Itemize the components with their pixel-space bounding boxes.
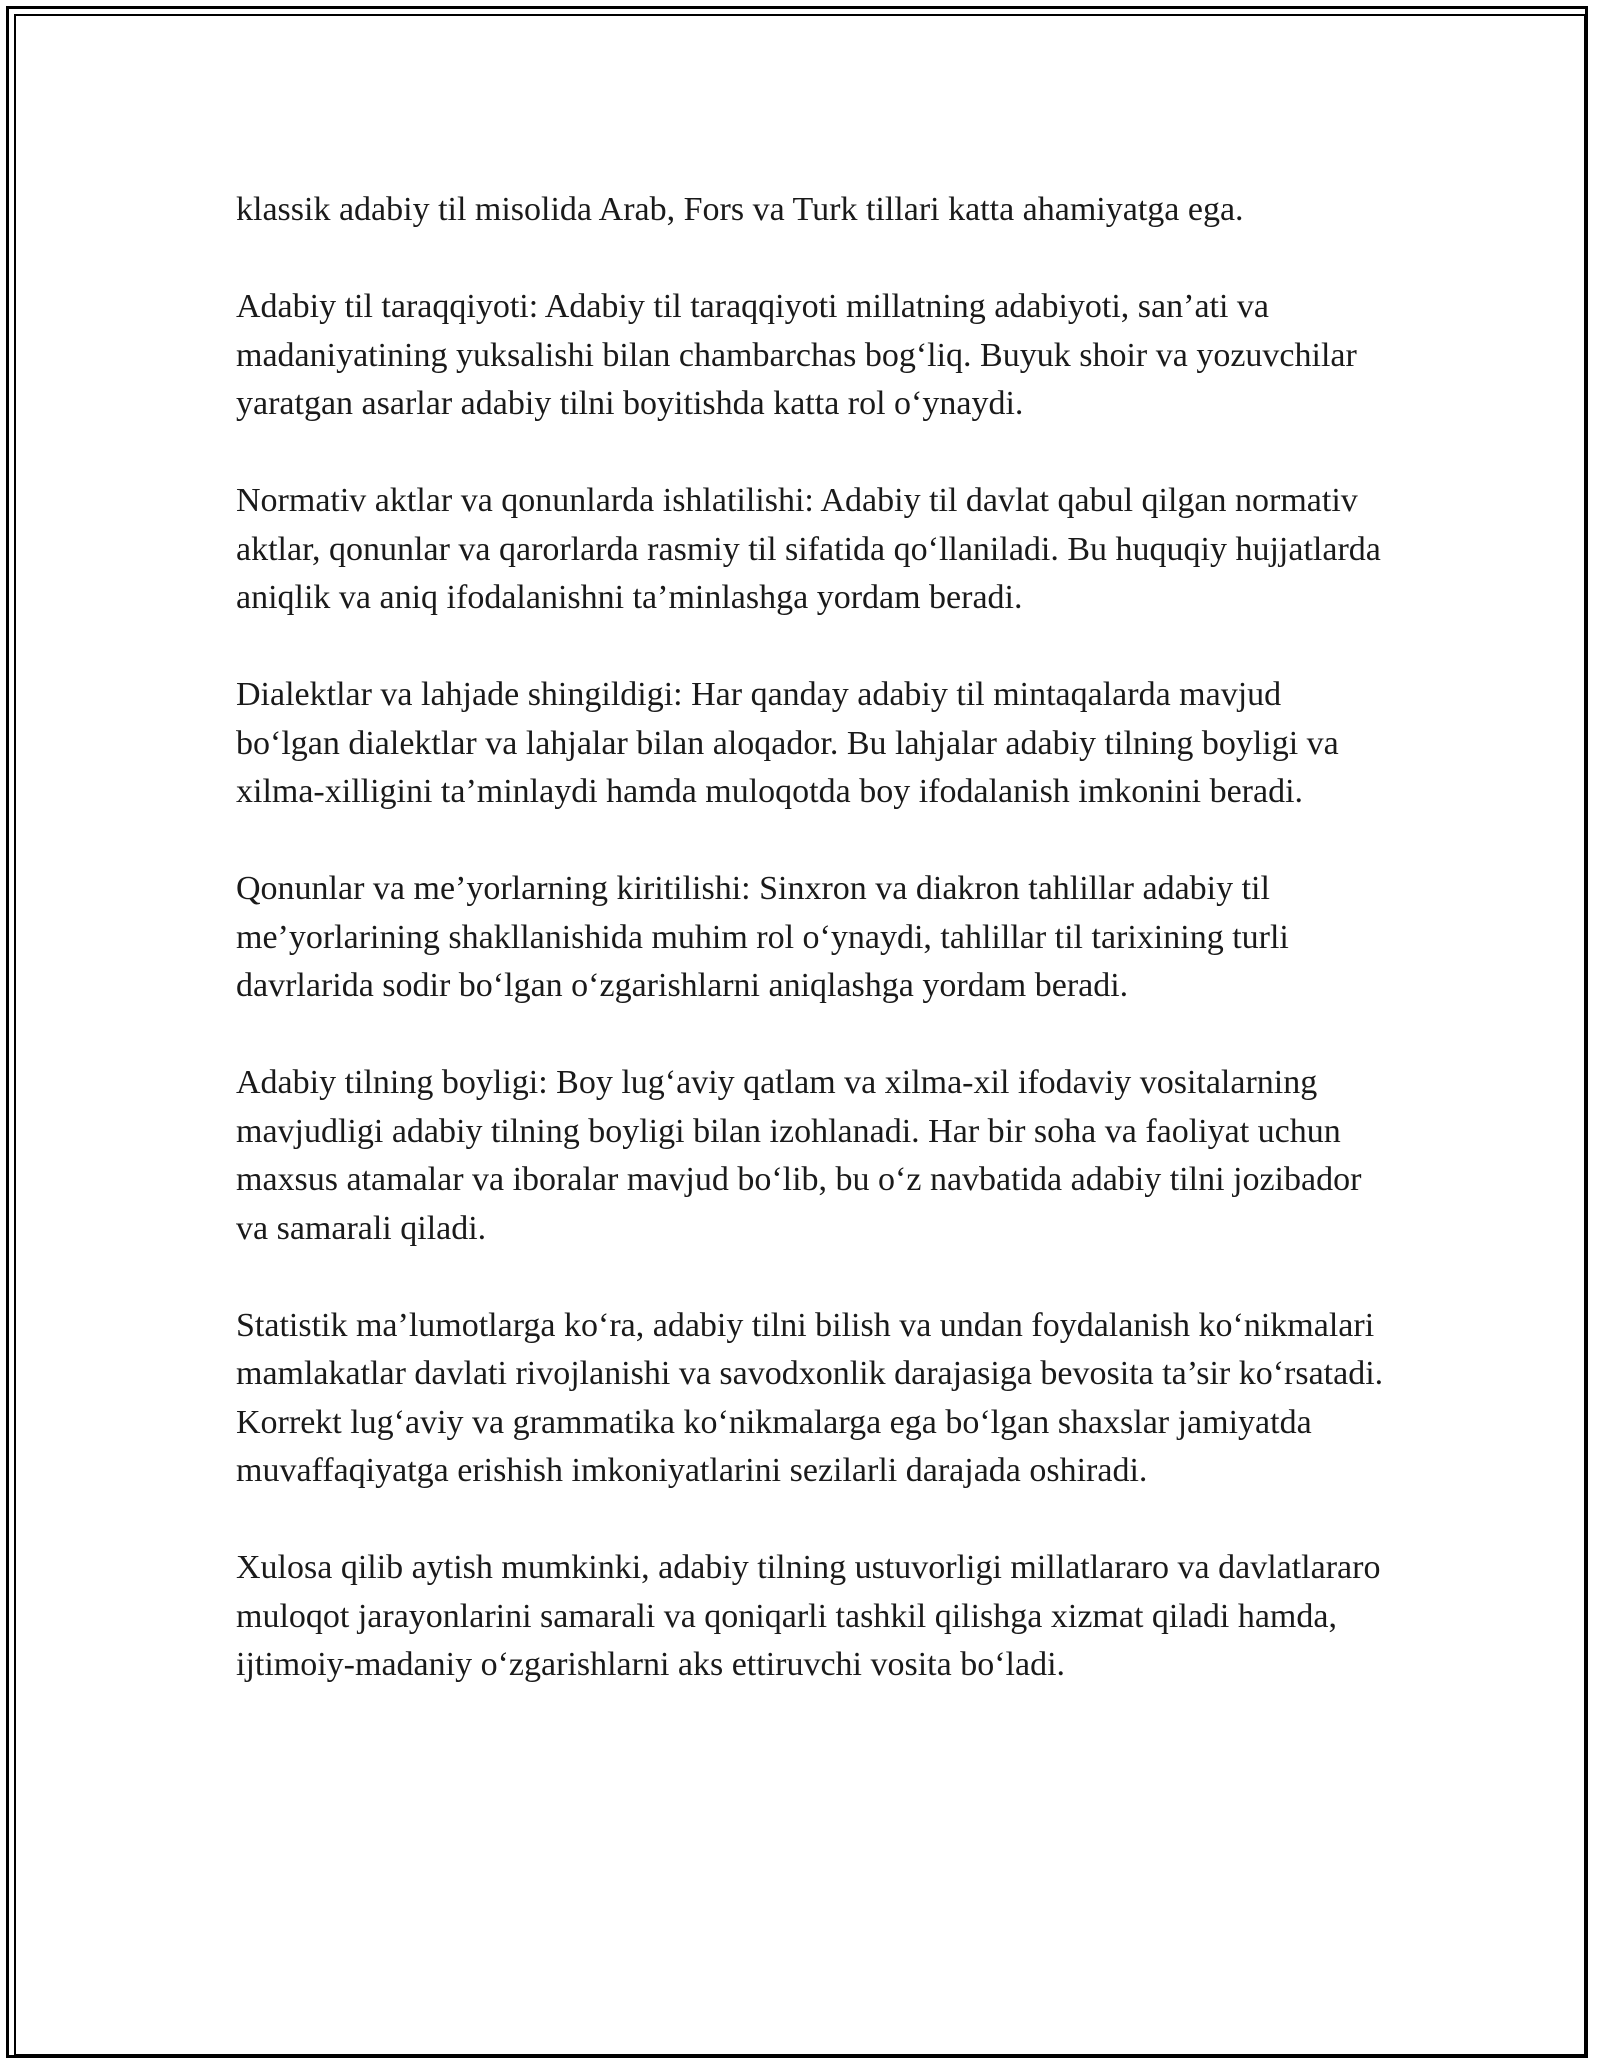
paragraph-xulosa: Xulosa qilib aytish mumkinki, adabiy tilning ustuvorligi millatlararo va davlatlararo muloqot jarayonlarini samarali va qoniqarli tashkil qilishga xizmat qiladi hamda, ijtimoiy-madaniy o‘zgarishlarni aks ettiruvchi vosita bo‘ladi. <box>236 1549 1381 1683</box>
paragraph-adabiy-tilning-boyligi: Adabiy tilning boyligi: Boy lug‘aviy qatlam va xilma-xil ifodaviy vositalarning mavjudligi adabiy tilning boyligi bilan izohlanadi. Har bir soha va faoliyat uchun maxsus atamalar va iboralar mavjud bo‘lib, bu o‘z navbatida adabiy tilni jozibador va samarali qiladi. <box>236 1064 1362 1247</box>
paragraph-intro: klassik adabiy til misolida Arab, Fors va Turk tillari katta ahamiyatga ega. <box>236 191 1244 228</box>
paragraph-statistik-malumotlar: Statistik ma’lumotlarga ko‘ra, adabiy tilni bilish va undan foydalanish ko‘nikmalari mamlakatlar davlati rivojlanishi va savodxonlik darajasiga bevosita ta’sir ko‘rsatadi. Korrekt lug‘aviy va grammatika ko‘nikmalarga ega bo‘lgan shaxslar jamiyatda muvaffaqiyatga erishish imkoniyatlarini sezilarli darajada oshiradi. <box>236 1306 1384 1489</box>
paragraph-adabiy-til-taraqqiyoti: Adabiy til taraqqiyoti: Adabiy til taraqqiyoti millatning adabiyoti, san’ati va madaniyatining yuksalishi bilan chambarchas bog‘liq. Buyuk shoir va yozuvchilar yaratgan asarlar adabiy tilni boyitishda katta rol o‘ynaydi. <box>236 288 1357 422</box>
paragraph-dialektlar: Dialektlar va lahjade shingildigi: Har qanday adabiy til mintaqalarda mavjud bo‘lgan dialektlar va lahjalar bilan aloqador. Bu lahjalar adabiy tilning boyligi va xilma-xilligini ta’minlaydi hamda muloqotda boy ifodalanish imkonini beradi. <box>236 676 1339 810</box>
document-body <box>236 186 1386 1690</box>
paragraph-qonunlar-meyorlar: Qonunlar va me’yorlarning kiritilishi: Sinxron va diakron tahlillar adabiy til me’yorlarining shakllanishida muhim rol o‘ynaydi, tahlillar til tarixining turli davrlarida sodir bo‘lgan o‘zgarishlarni aniqlashga yordam beradi. <box>236 870 1289 1004</box>
paragraph-normativ-aktlar: Normativ aktlar va qonunlarda ishlatilishi: Adabiy til davlat qabul qilgan normativ aktlar, qonunlar va qarorlarda rasmiy til sifatida qo‘llaniladi. Bu huquqiy hujjatlarda aniqlik va aniq ifodalanishni ta’minlashga yordam beradi. <box>236 482 1381 616</box>
